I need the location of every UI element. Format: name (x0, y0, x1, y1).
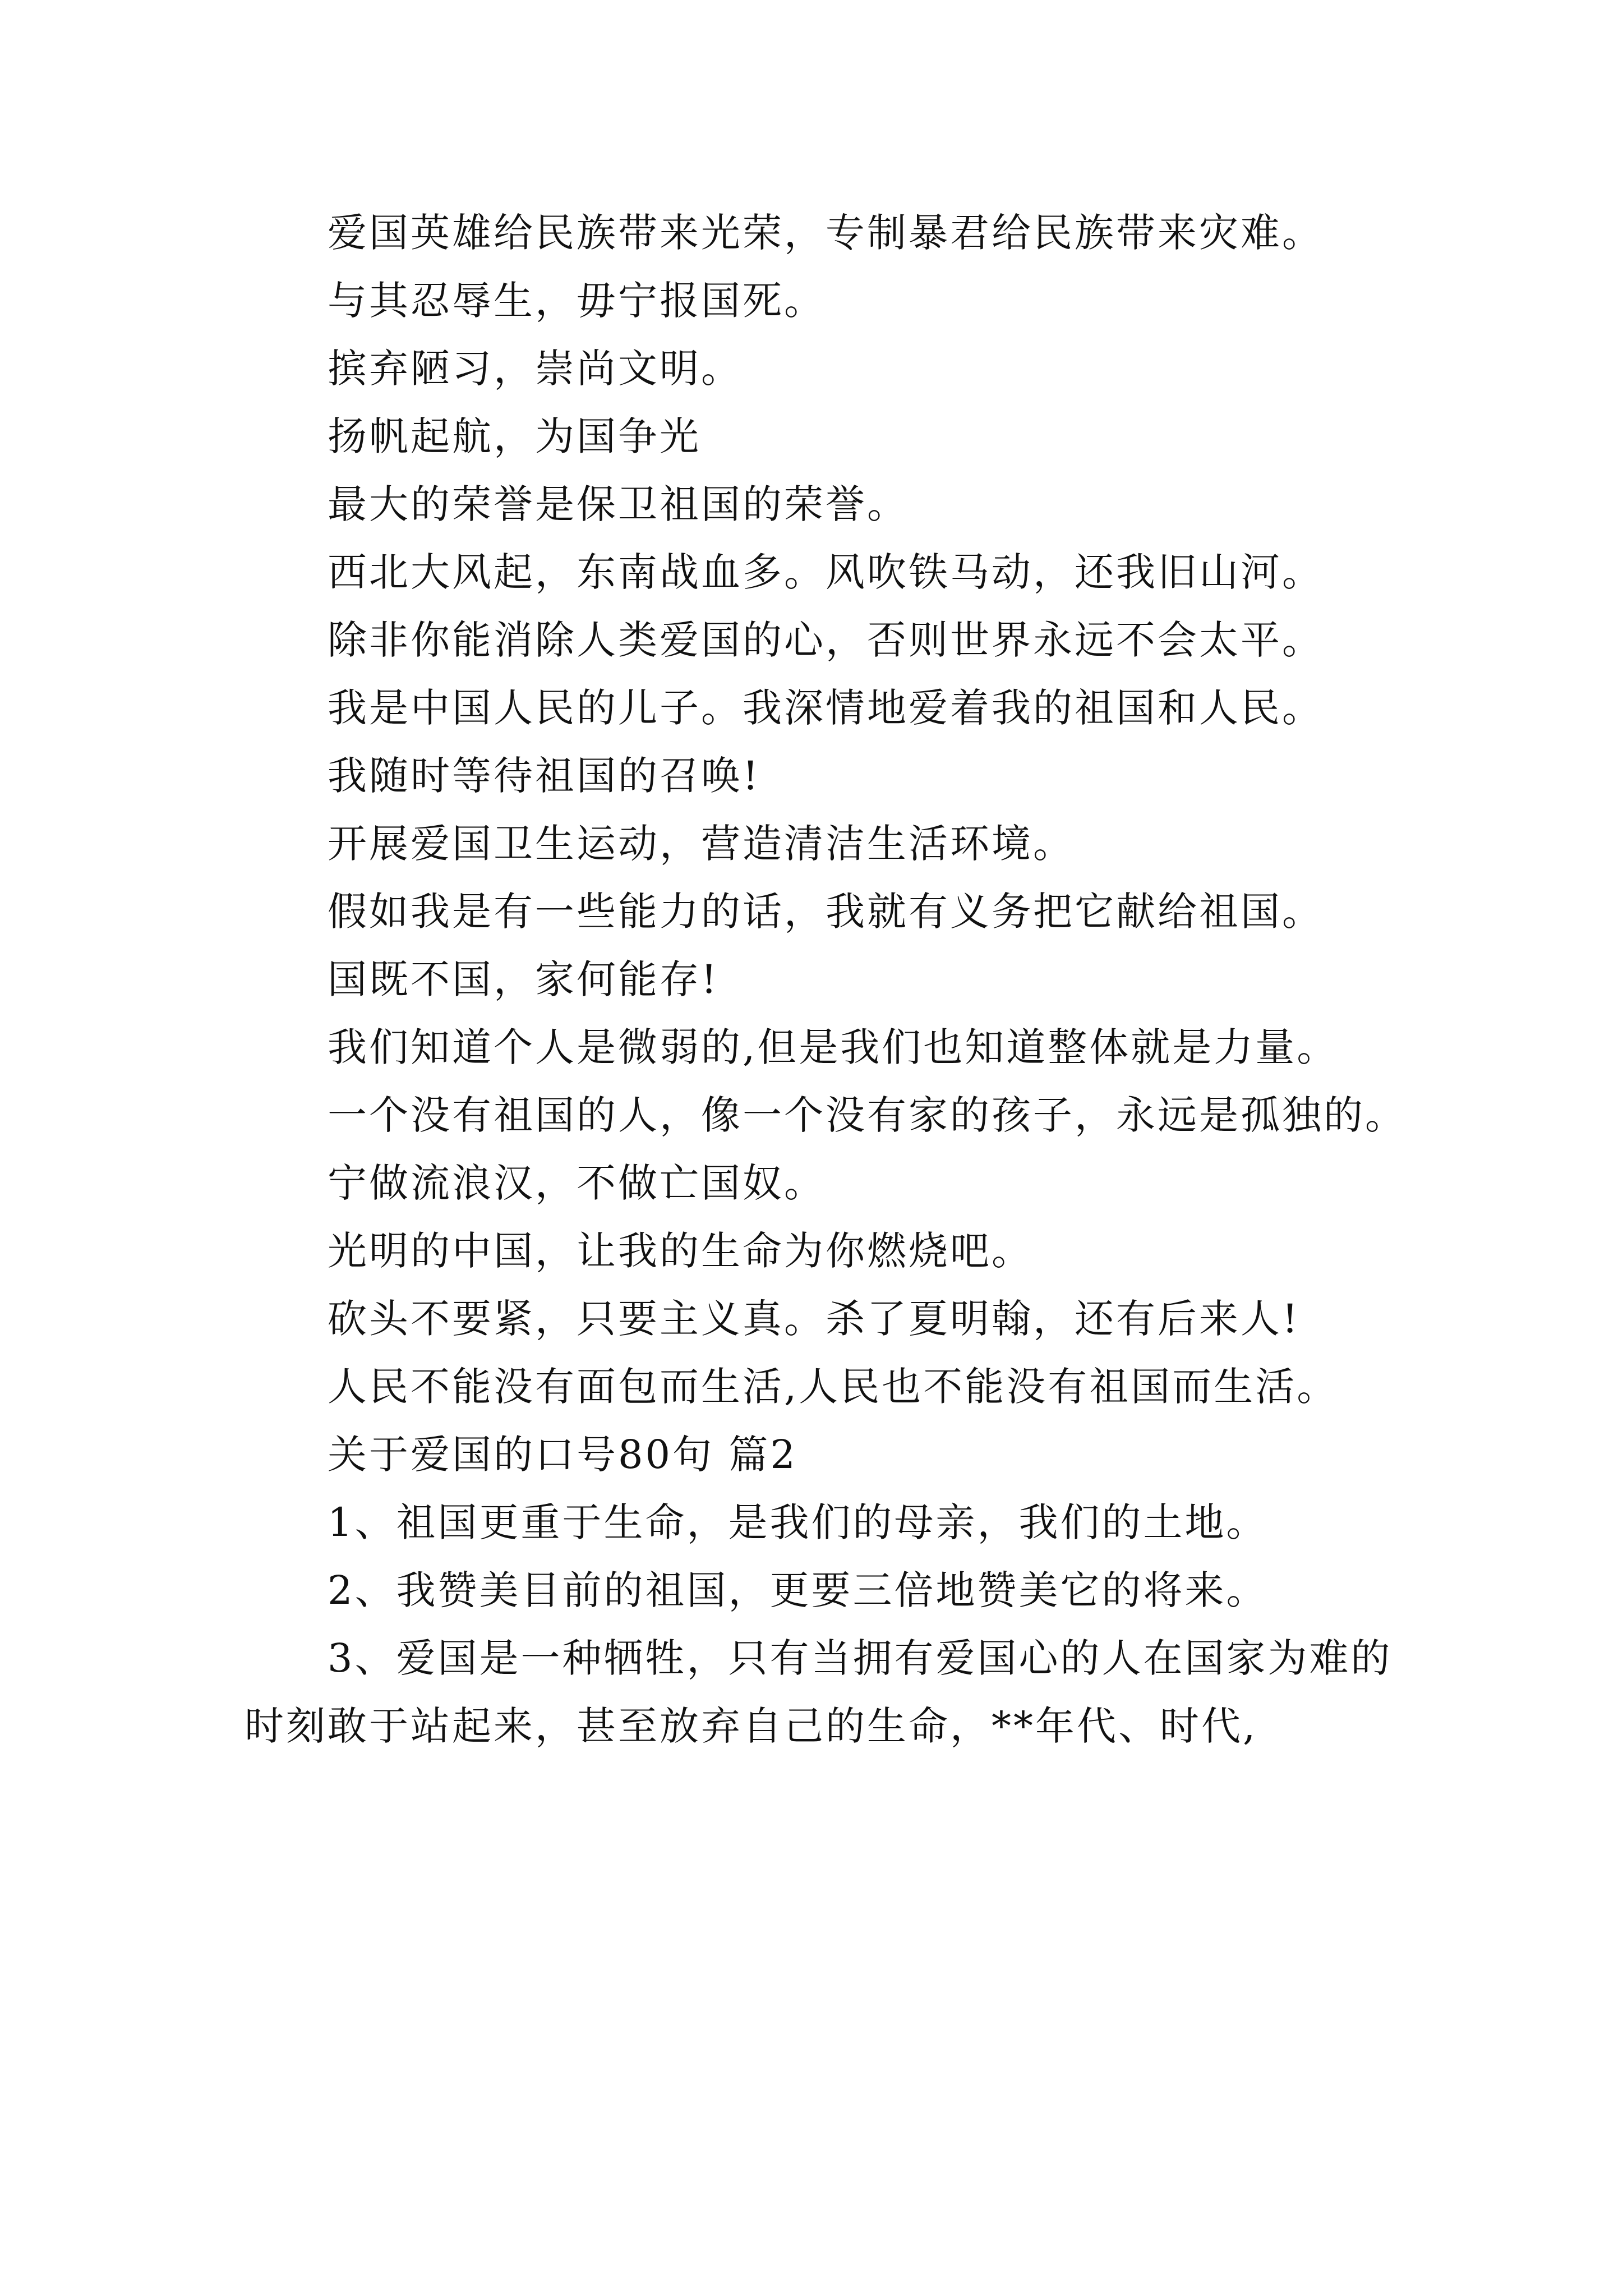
paragraph: 假如我是有一些能力的话，我就有义务把它献给祖国。 (328, 889, 1324, 935)
paragraph: 1、祖国更重于生命，是我们的母亲，我们的土地。 (328, 1499, 1268, 1545)
paragraph: 3、爱国是一种牺牲，只有当拥有爱国心的人在国家为难的时刻敢于站起来，甚至放弃自己的生命，**年代、时代, (245, 1635, 1393, 1749)
paragraph: 摈弃陋习，崇尚文明。 (328, 346, 743, 392)
paragraph: 2、我赞美目前的祖国，更要三倍地赞美它的将来。 (328, 1567, 1268, 1613)
paragraph: 宁做流浪汉，不做亡国奴。 (328, 1160, 826, 1206)
paragraph: 西北大风起，东南战血多。风吹铁马动，还我旧山河。 (328, 549, 1324, 595)
paragraph: 光明的中国，让我的生命为你燃烧吧。 (328, 1228, 1033, 1274)
document-body (245, 199, 1411, 1760)
paragraph: 国既不国，家何能存! (328, 956, 720, 1002)
paragraph: 人民不能没有面包而生活,人民也不能没有祖国而生活。 (328, 1364, 1339, 1410)
paragraph: 一个没有祖国的人，像一个没有家的孩子，永远是孤独的。 (328, 1092, 1407, 1138)
paragraph: 最大的荣誉是保卫祖国的荣誉。 (328, 481, 909, 527)
section-heading: 关于爱国的口号80句 篇2 (328, 1432, 797, 1478)
paragraph: 爱国英雄给民族带来光荣，专制暴君给民族带来灾难。 (328, 210, 1324, 256)
paragraph: 砍头不要紧，只要主义真。杀了夏明翰，还有后来人! (328, 1296, 1301, 1342)
paragraph: 与其忍辱生，毋宁报国死。 (328, 278, 826, 324)
paragraph: 扬帆起航，为国争光 (328, 413, 701, 459)
paragraph: 我们知道个人是微弱的,但是我们也知道整体就是力量。 (328, 1024, 1339, 1070)
paragraph: 开展爱国卫生运动，营造清洁生活环境。 (328, 821, 1075, 867)
paragraph: 除非你能消除人类爱国的心，否则世界永远不会太平。 (328, 617, 1324, 663)
paragraph: 我随时等待祖国的召唤! (328, 753, 761, 799)
paragraph: 我是中国人民的儿子。我深情地爱着我的祖国和人民。 (328, 685, 1324, 731)
